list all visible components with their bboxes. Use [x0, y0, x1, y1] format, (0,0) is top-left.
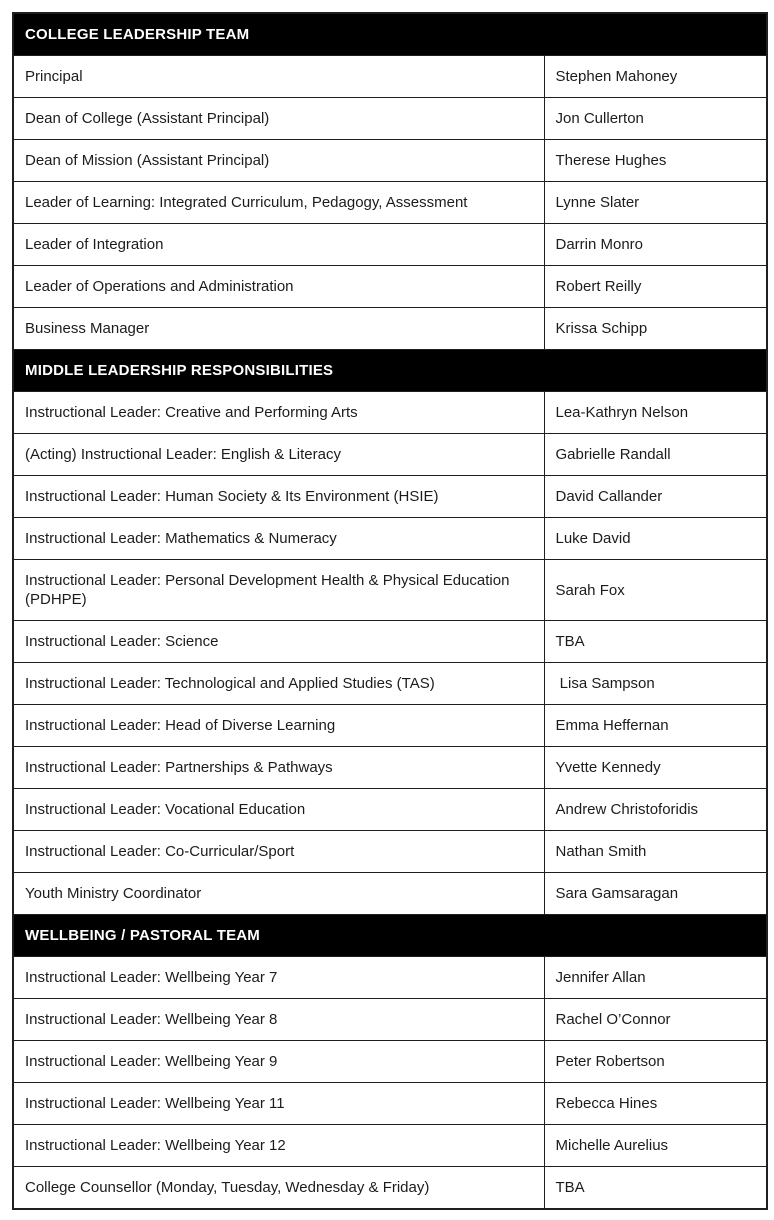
role-cell: Dean of College (Assistant Principal) — [13, 98, 544, 140]
name-cell: David Callander — [544, 476, 767, 518]
role-cell: Instructional Leader: Wellbeing Year 11 — [13, 1083, 544, 1125]
section-header-row — [13, 13, 767, 56]
name-cell: Robert Reilly — [544, 266, 767, 308]
role-cell: Instructional Leader: Wellbeing Year 8 — [13, 999, 544, 1041]
role-cell: Leader of Operations and Administration — [13, 266, 544, 308]
section-header-college-leadership: COLLEGE LEADERSHIP TEAM — [13, 13, 767, 56]
role-cell: Instructional Leader: Mathematics & Numeracy — [13, 518, 544, 560]
section-header-middle-leadership: MIDDLE LEADERSHIP RESPONSIBILITIES — [13, 350, 767, 392]
table-row — [13, 140, 767, 182]
role-cell: Leader of Integration — [13, 224, 544, 266]
name-cell: Nathan Smith — [544, 831, 767, 873]
section-header-row — [13, 915, 767, 957]
table-row — [13, 518, 767, 560]
name-cell: Luke David — [544, 518, 767, 560]
role-cell: Instructional Leader: Wellbeing Year 9 — [13, 1041, 544, 1083]
table-row — [13, 831, 767, 873]
name-cell: Lynne Slater — [544, 182, 767, 224]
staff-leadership-table — [12, 12, 768, 1210]
role-cell: Instructional Leader: Partnerships & Pathways — [13, 747, 544, 789]
role-cell: Dean of Mission (Assistant Principal) — [13, 140, 544, 182]
name-cell: Sara Gamsaragan — [544, 873, 767, 915]
table-row — [13, 1125, 767, 1167]
name-cell: Andrew Christoforidis — [544, 789, 767, 831]
role-cell: Instructional Leader: Vocational Education — [13, 789, 544, 831]
table-row — [13, 434, 767, 476]
table-row — [13, 476, 767, 518]
name-cell: Jennifer Allan — [544, 957, 767, 999]
name-cell: Yvette Kennedy — [544, 747, 767, 789]
role-cell: Leader of Learning: Integrated Curriculum, Pedagogy, Assessment — [13, 182, 544, 224]
table-row — [13, 621, 767, 663]
name-cell: Rachel O’Connor — [544, 999, 767, 1041]
name-cell: Michelle Aurelius — [544, 1125, 767, 1167]
name-cell: Gabrielle Randall — [544, 434, 767, 476]
role-cell: Instructional Leader: Personal Development Health & Physical Education (PDHPE) — [13, 560, 544, 621]
table-row — [13, 1167, 767, 1210]
name-cell: Peter Robertson — [544, 1041, 767, 1083]
section-header-wellbeing-pastoral: WELLBEING / PASTORAL TEAM — [13, 915, 767, 957]
name-cell: Therese Hughes — [544, 140, 767, 182]
role-cell: Instructional Leader: Creative and Performing Arts — [13, 392, 544, 434]
role-cell: Instructional Leader: Human Society & Its Environment (HSIE) — [13, 476, 544, 518]
table-row — [13, 789, 767, 831]
role-cell: Business Manager — [13, 308, 544, 350]
name-cell: Rebecca Hines — [544, 1083, 767, 1125]
name-cell: Jon Cullerton — [544, 98, 767, 140]
table-row — [13, 957, 767, 999]
name-cell: Darrin Monro — [544, 224, 767, 266]
role-cell: Principal — [13, 56, 544, 98]
role-cell: Instructional Leader: Head of Diverse Learning — [13, 705, 544, 747]
table-row — [13, 999, 767, 1041]
table-row — [13, 392, 767, 434]
table-row — [13, 308, 767, 350]
name-cell: Krissa Schipp — [544, 308, 767, 350]
role-cell: Instructional Leader: Science — [13, 621, 544, 663]
name-cell: TBA — [544, 621, 767, 663]
role-cell: College Counsellor (Monday, Tuesday, Wednesday & Friday) — [13, 1167, 544, 1210]
name-cell: Lea-Kathryn Nelson — [544, 392, 767, 434]
table-row — [13, 98, 767, 140]
table-row — [13, 224, 767, 266]
name-cell: Stephen Mahoney — [544, 56, 767, 98]
section-header-row — [13, 350, 767, 392]
table-row — [13, 705, 767, 747]
table-row — [13, 1041, 767, 1083]
role-cell: Instructional Leader: Co-Curricular/Sport — [13, 831, 544, 873]
name-cell: TBA — [544, 1167, 767, 1210]
table-row — [13, 182, 767, 224]
table-row — [13, 873, 767, 915]
name-cell: Sarah Fox — [544, 560, 767, 621]
table-row — [13, 56, 767, 98]
role-cell: Instructional Leader: Technological and Applied Studies (TAS) — [13, 663, 544, 705]
role-cell: Instructional Leader: Wellbeing Year 7 — [13, 957, 544, 999]
name-cell: Lisa Sampson — [544, 663, 767, 705]
table-row — [13, 266, 767, 308]
table-row — [13, 747, 767, 789]
table-row — [13, 1083, 767, 1125]
role-cell: Youth Ministry Coordinator — [13, 873, 544, 915]
table-row — [13, 560, 767, 621]
table-row — [13, 663, 767, 705]
role-cell: (Acting) Instructional Leader: English & Literacy — [13, 434, 544, 476]
name-cell: Emma Heffernan — [544, 705, 767, 747]
role-cell: Instructional Leader: Wellbeing Year 12 — [13, 1125, 544, 1167]
